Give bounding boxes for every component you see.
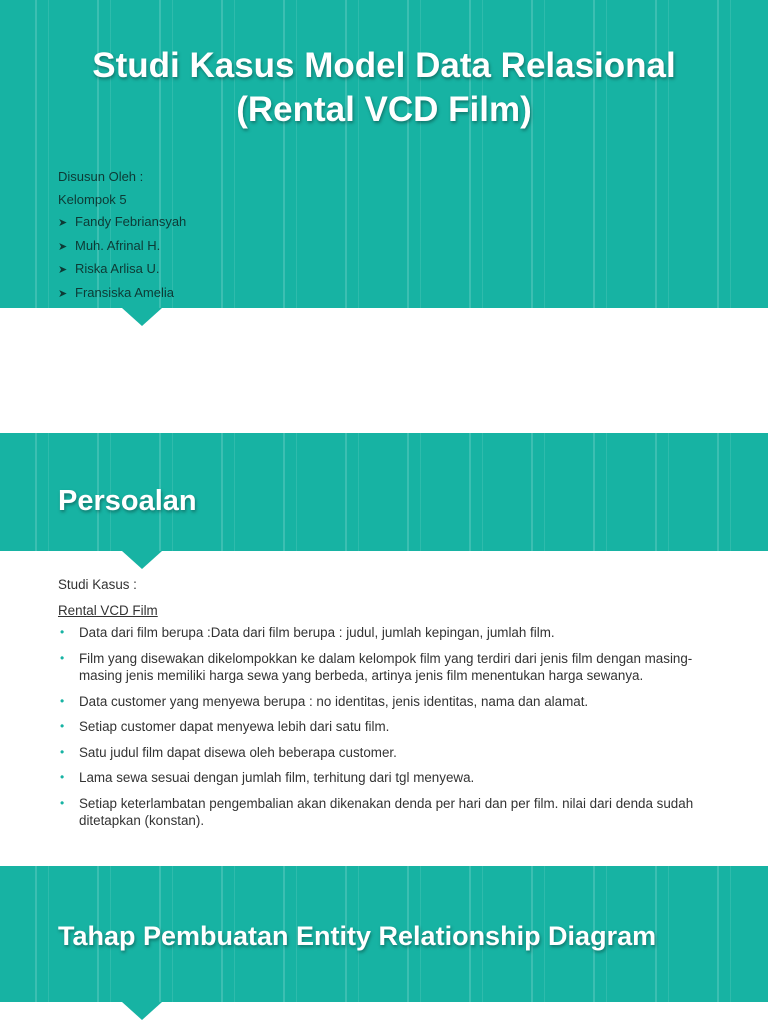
- list-item: [58, 650, 718, 685]
- bullet-icon: •: [60, 719, 65, 733]
- list-item: [58, 718, 718, 736]
- list-item-text: Film yang disewakan dikelompokkan ke dalam kelompok film yang terdiri dari jenis film dengan masing-masing jenis memiliki harga sewa yang berbeda, artinya jenis film menentukan harga sewanya.: [79, 650, 693, 683]
- slide1-title-line1: Studi Kasus Model Data Relasional: [92, 46, 676, 85]
- list-item-text: Setiap keterlambatan pengembalian akan dikenakan denda per hari dan per film. nilai dari denda sudah ditetapkan (konstan).: [79, 795, 694, 828]
- list-item-text: Lama sewa sesuai dengan jumlah film, terhitung dari tgl menyewa.: [79, 770, 475, 785]
- bullet-icon: •: [60, 770, 65, 784]
- slide2-content: [58, 576, 718, 838]
- problem-list: [58, 624, 718, 830]
- author-item: [58, 235, 186, 259]
- list-item: [58, 795, 718, 830]
- bullet-icon: •: [60, 650, 65, 665]
- slide1-title: [0, 44, 768, 132]
- author-name: Fandy Febriansyah: [75, 214, 187, 230]
- arrow-bullet-icon: ➤: [58, 240, 68, 253]
- author-list: [58, 166, 186, 306]
- bullet-icon: •: [60, 795, 65, 810]
- arrow-bullet-icon: ➤: [58, 287, 68, 300]
- slide3-title-band: [0, 866, 768, 1002]
- author-item: [58, 211, 186, 235]
- author-item: [58, 282, 186, 306]
- list-item-text: Setiap customer dapat menyewa lebih dari satu film.: [79, 719, 390, 734]
- band-pointer: [122, 1002, 162, 1020]
- bullet-icon: •: [60, 693, 65, 708]
- band-pointer: [122, 551, 162, 569]
- author-name: Fransiska Amelia: [75, 284, 174, 300]
- author-name: Riska Arlisa U.: [75, 261, 160, 277]
- slide2-title: Persoalan: [58, 485, 197, 517]
- case-label: Studi Kasus :: [58, 577, 137, 592]
- band-pointer: [122, 308, 162, 326]
- slide3-title: Tahap Pembuatan Entity Relationship Diagram: [58, 921, 657, 951]
- slide2-title-band: [0, 433, 768, 551]
- case-name: Rental VCD Film: [58, 603, 158, 618]
- list-item-text: Data customer yang menyewa berupa : no identitas, jenis identitas, nama dan alamat.: [79, 693, 589, 709]
- author-item: [58, 258, 186, 282]
- arrow-bullet-icon: ➤: [58, 264, 68, 277]
- list-item: [58, 624, 718, 642]
- arrow-bullet-icon: ➤: [58, 217, 68, 230]
- list-item: [58, 693, 718, 711]
- bullet-icon: •: [60, 625, 65, 639]
- list-item: [58, 769, 718, 787]
- group-label: Kelompok 5: [58, 191, 127, 207]
- bullet-icon: •: [60, 744, 65, 759]
- list-item: [58, 744, 718, 762]
- slide1-title-line2: (Rental VCD Film): [236, 90, 532, 129]
- author-name: Muh. Afrinal H.: [75, 237, 161, 253]
- prepared-by-label: Disusun Oleh :: [58, 169, 144, 184]
- slide1-title-band: [0, 0, 768, 308]
- list-item-text: Satu judul film dapat disewa oleh beberapa customer.: [79, 744, 397, 760]
- list-item-text: Data dari film berupa :Data dari film berupa : judul, jumlah kepingan, jumlah film.: [79, 625, 555, 640]
